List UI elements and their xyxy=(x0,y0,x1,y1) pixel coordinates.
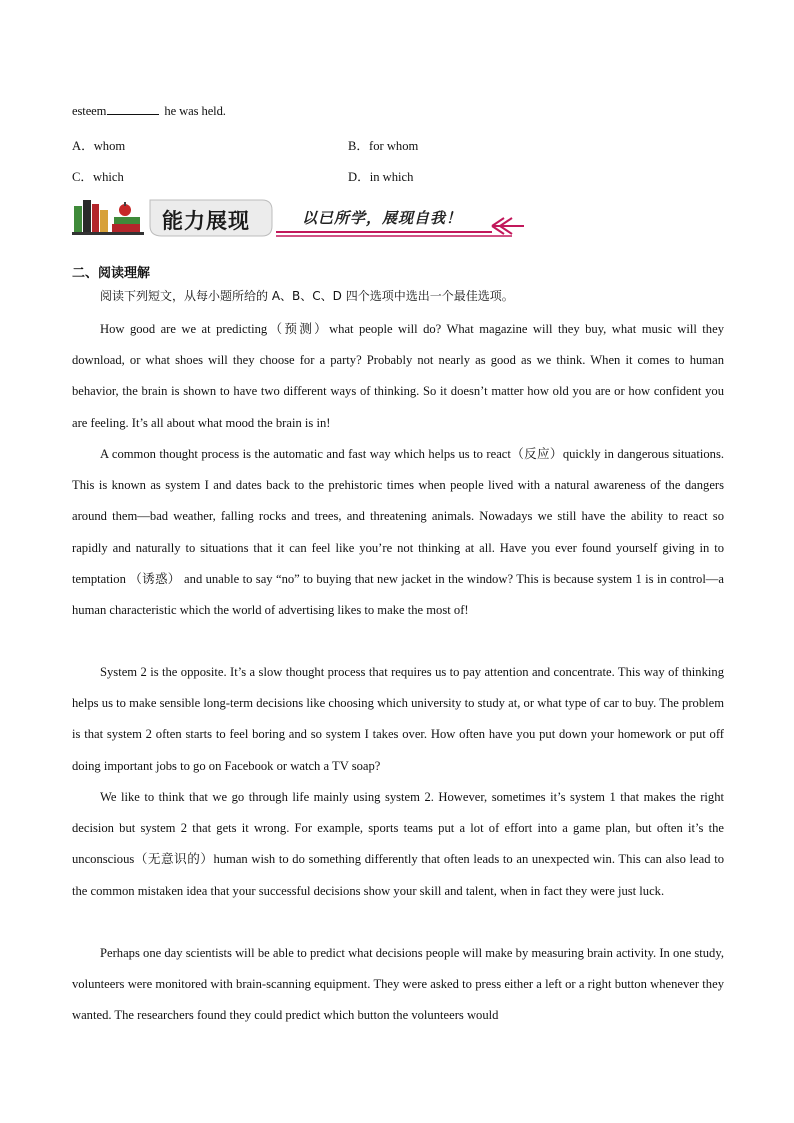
passage-paragraph-2: A common thought process is the automatic and fast way which helps us to react（反应）quickly in dangerous situations. This is known as system I and dates back to the prehistoric times when people lived with a natural awareness of the dangers around them—bad weather, falling rocks and trees, and threatening animals. Nowadays we still have the ability to react so rapidly and naturally to situations that it can feel like you’re not thinking at all. Have you ever found yourself giving in to temptation （诱惑） and unable to say “no” to buying that new jacket in the window? This is because system 1 is in control—a human characteristic which the world of advertising likes to make the most of! xyxy=(72,447,724,618)
answer-blank xyxy=(107,104,159,115)
books-icon xyxy=(72,200,144,235)
section-instruction: 阅读下列短文，从每小题所给的 A、B、C、D 四个选项中选出一个最佳选项。 xyxy=(100,289,514,303)
option-c[interactable]: C．which xyxy=(72,170,124,184)
question-stem xyxy=(72,104,226,119)
arrow-left-icon xyxy=(492,218,524,234)
banner-slogan: 以已所学，展现自我！ xyxy=(302,209,463,227)
stem-text-start: esteem xyxy=(72,104,107,118)
option-a[interactable]: A．whom xyxy=(72,139,126,153)
passage-paragraph-3: System 2 is the opposite. It’s a slow thought process that requires us to pay attention and concentrate. This way of thinking helps us to make sensible long-term decisions like choosing which university to study at, or what type of car to buy. The problem is that system 2 often starts to feel boring and so system I takes over. How often have you put down your homework or put off doing important jobs to go on Facebook or watch a TV soap? xyxy=(72,665,724,773)
passage-paragraph-1: How good are we at predicting（预测）what people will do? What magazine will they buy, what music will they download, or what shoes will they choose for a party? Probably not nearly as good as we think. When it comes to human behavior, the brain is shown to have two different ways of thinking. So it doesn’t matter how old you are or how confident you are feeling. It’s all about what mood the brain is in! xyxy=(72,322,724,430)
option-d[interactable]: D．in which xyxy=(348,170,414,184)
passage-paragraph-5: Perhaps one day scientists will be able to predict what decisions people will make by measuring brain activity. In one study, volunteers were monitored with brain-scanning equipment. They were asked to press either a left or a right button whenever they wanted. The researchers found they could predict which button the volunteers would xyxy=(72,946,724,1023)
stem-text-end: he was held. xyxy=(161,104,226,118)
passage-paragraph-4: We like to think that we go through life mainly using system 2. However, sometimes it’s system 1 that makes the right decision but system 2 that gets it wrong. For example, sports teams put a lot of effort into a game plan, but often it’s the unconscious（无意识的）human wish to do something differently that often leads to an unexpected win. This can also lead to the common mistaken idea that your successful decisions show your skill and talent, when in fact they were just luck. xyxy=(72,790,724,898)
banner-title: 能力展现 xyxy=(162,209,250,233)
option-b[interactable]: B．for whom xyxy=(348,139,419,153)
section-heading: 二、阅读理解 xyxy=(72,266,151,281)
